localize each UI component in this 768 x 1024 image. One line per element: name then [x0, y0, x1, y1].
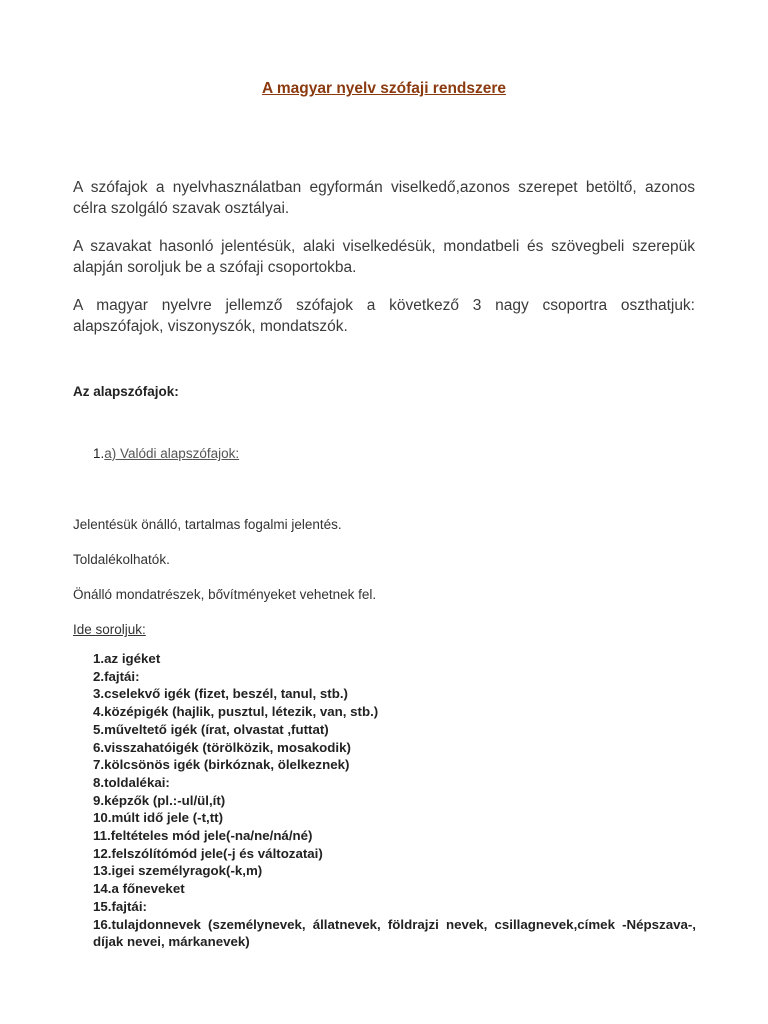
- line-1: Jelentésük önálló, tartalmas fogalmi jelentés.: [73, 517, 342, 532]
- line-3: Önálló mondatrészek, bővítményeket vehetnek fel.: [73, 587, 377, 602]
- list-item: 4.középigék (hajlik, pusztul, létezik, van, stb.): [93, 704, 379, 720]
- list-item: 1.az igéket: [93, 651, 161, 666]
- line-2: Toldalékolhatók.: [73, 552, 170, 567]
- word-class-list: [93, 650, 696, 951]
- subsection-item: [93, 446, 239, 461]
- list-item: 2.fajtái:: [93, 668, 140, 684]
- list-item: 14.a főneveket: [93, 881, 185, 897]
- list-item: 8.toldalékai:: [93, 774, 170, 790]
- list-item: 13.igei személyragok(-k,m): [93, 863, 263, 879]
- paragraph-1: A szófajok a nyelvhasználatban egyformán viselkedő,azonos szerepet betöltő, azonos célra szolgáló szavak osztályai.: [73, 179, 695, 217]
- page-title: A magyar nyelv szófaji rendszere: [261, 80, 507, 97]
- paragraph-2: A szavakat hasonló jelentésük, alaki viselkedésük, mondatbeli és szövegbeli szerepük alapján soroljuk be a szófaji csoportokba.: [73, 238, 695, 276]
- list-item: 15.fajtái:: [93, 898, 147, 914]
- subsection-label: a) Valódi alapszófajok:: [104, 446, 240, 461]
- subsection-number: 1.: [93, 446, 105, 461]
- list-item: 5.műveltető igék (írat, olvastat ,futtat): [93, 721, 329, 737]
- list-item: 10.múlt idő jele (-t,tt): [93, 810, 224, 826]
- section-heading: Az alapszófajok:: [73, 384, 179, 399]
- list-item: 6.visszahatóigék (törölközik, mosakodik): [93, 739, 351, 755]
- list-item: 9.képzők (pl.:-ul/ül,ít): [93, 792, 226, 808]
- list-item: 11.feltételes mód jele(-na/ne/ná/né): [93, 828, 313, 844]
- paragraph-3: A magyar nyelvre jellemző szófajok a következő 3 nagy csoportra oszthatjuk: alapszófajok, viszonyszók, mondatszók.: [73, 297, 695, 335]
- list-item: 7.kölcsönös igék (birkóznak, ölelkeznek): [93, 757, 350, 773]
- list-item: 3.cselekvő igék (fizet, beszél, tanul, stb.): [93, 686, 348, 702]
- list-item: 16.tulajdonnevek (személynevek, állatnevek, földrajzi nevek, csillagnevek,címek -Népszava-, díjak nevei, márkanevek): [93, 916, 696, 950]
- list-item: 12.felszólítómód jele(-j és változatai): [93, 845, 323, 861]
- ide-label: Ide soroljuk:: [73, 622, 146, 637]
